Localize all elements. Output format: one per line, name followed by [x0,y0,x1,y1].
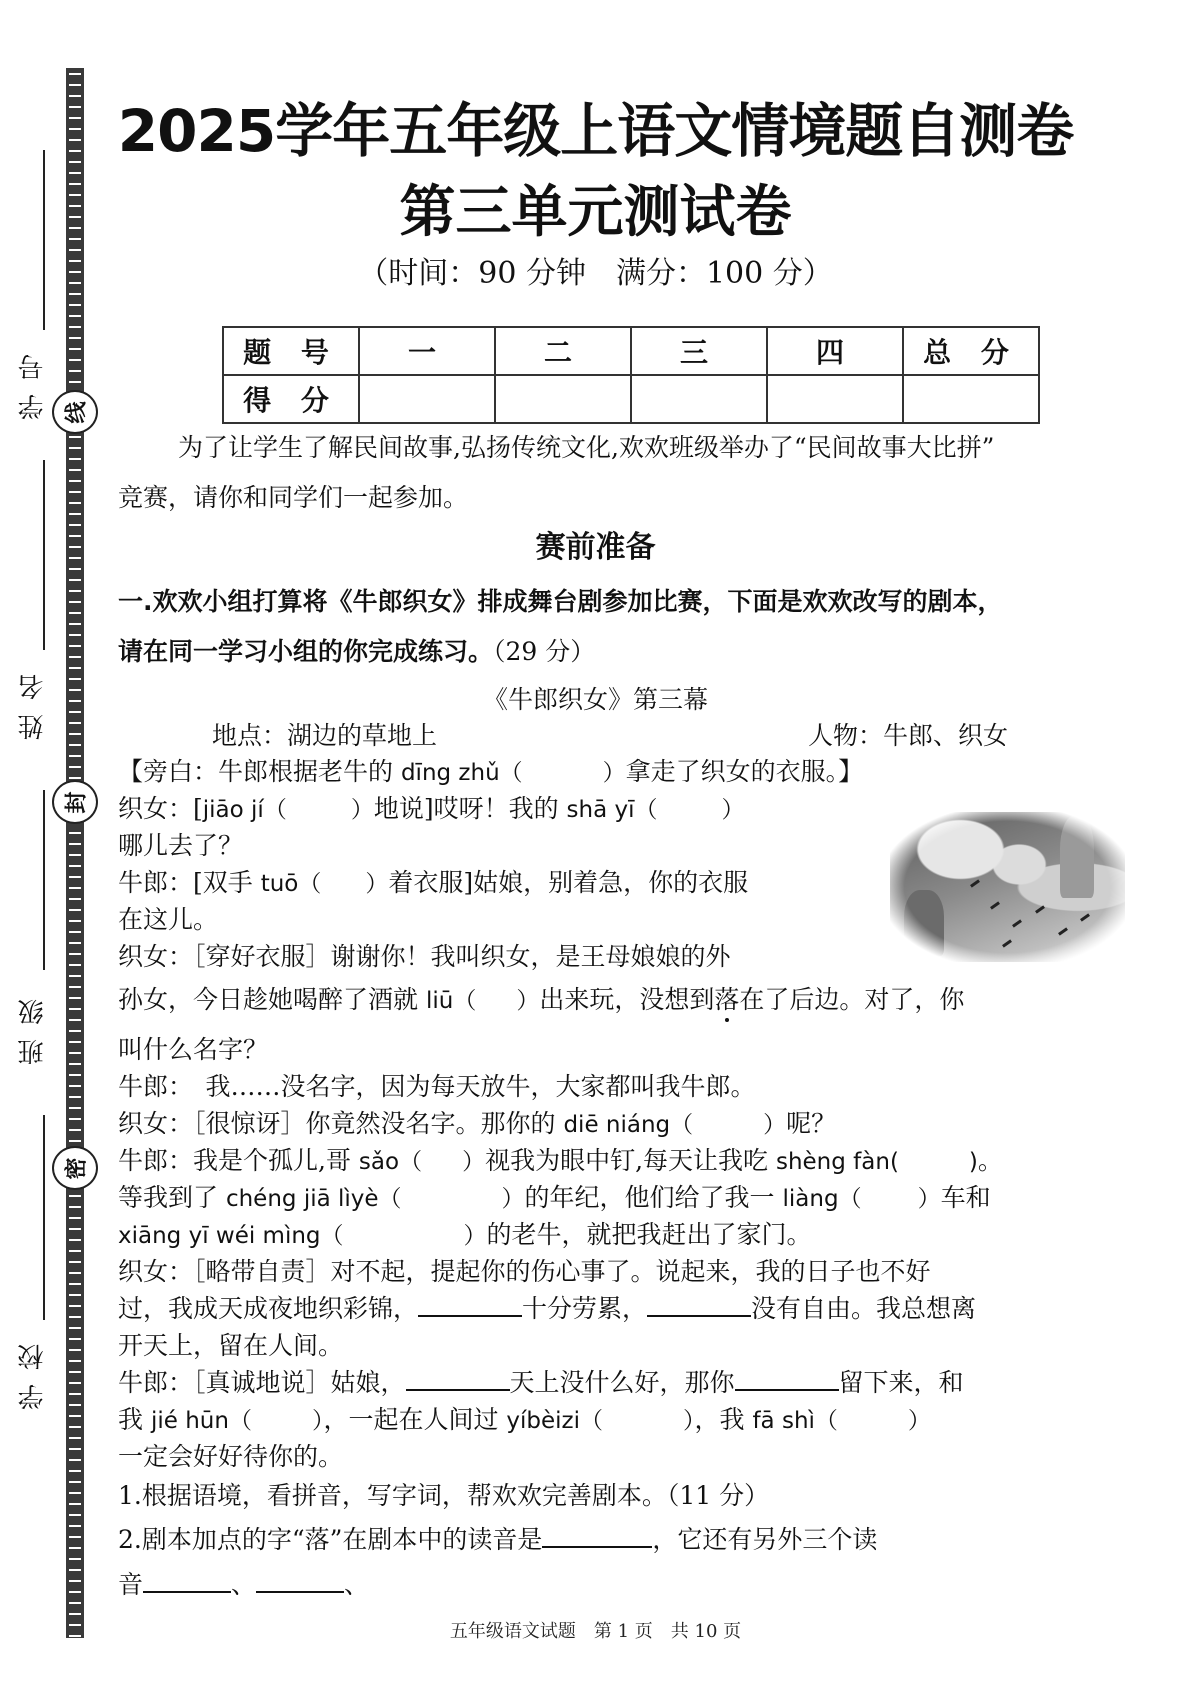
student-id-label: 学号 [18,340,48,420]
script-title: 《牛郎织女》第三幕 [482,685,708,714]
answer-jiaoji[interactable] [287,795,351,817]
exam-subtitle: 第三单元测试卷 [399,180,792,245]
answer-luo-reading[interactable] [542,1524,652,1548]
intro-line-2: 竞赛，请你和同学们一起参加。 [118,483,469,512]
script-location: 地点：湖边的草地上 [212,721,438,750]
script-line-10: 织女：［很惊讶］你竟然没名字。那你的 diē niáng（ ）呢？ [118,1109,837,1138]
subquestion-2: 2.剧本加点的字“落”在剧本中的读音是 ，它还有另外三个读 [118,1525,878,1554]
score-table [222,326,1040,424]
score-cell-2[interactable] [495,375,631,423]
answer-shengfan[interactable] [899,1147,969,1169]
weaver-figure [1060,816,1094,898]
dotted-char-luo: 落 [714,985,740,1014]
row-header-score: 得 分 [223,375,359,423]
script-line-3: 哪儿去了？ [118,831,244,860]
row-header-question-no: 题 号 [223,327,359,375]
subquestion-1: 1.根据语境，看拼音，写字词，帮欢欢完善剧本。（11 分） [118,1481,770,1510]
answer-yibeizi[interactable] [603,1406,683,1428]
answer-dieniang[interactable] [693,1110,763,1132]
col-total: 总 分 [903,327,1039,375]
script-line-8: 叫什么名字？ [118,1035,269,1064]
cowherd-weaver-illustration [890,812,1125,962]
intro-line-1: 为了让学生了解民间故事,弘扬传统文化,欢欢班级举办了“民间故事大比拼” [178,433,995,462]
time-info: （时间：90 分钟 满分：100 分） [358,256,833,291]
magpie-icon [1035,905,1045,913]
answer-dingzhu[interactable] [523,758,603,780]
score-cell-3[interactable] [631,375,767,423]
exam-title: 2025学年五年级上语文情境题自测卷 [117,97,1074,165]
script-characters: 人物：牛郎、织女 [808,721,1009,750]
school-label: 学校 [18,1330,48,1410]
magpie-icon [970,879,980,887]
score-cell-4[interactable] [767,375,903,423]
connector-blank-3[interactable] [406,1367,510,1391]
script-line-17: 牛郎：［真诚地说］姑娘， 天上没什么好，那你 留下来，和 [118,1368,964,1397]
score-cell-1[interactable] [359,375,495,423]
answer-luo-other-2[interactable] [256,1569,344,1593]
script-line-14: 织女：［略带自责］对不起，提起你的伤心事了。说起来，我的日子也不好 [118,1257,931,1286]
col-2: 二 [495,327,631,375]
answer-luo-other-1[interactable] [143,1569,231,1593]
subquestion-2-line2: 音 、 、 [118,1570,370,1599]
script-line-4: 牛郎：[双手 tuō（ ）着衣服]姑娘，别着急，你的衣服 [118,868,749,897]
school-line[interactable] [43,1115,45,1320]
pinyin-dingzhu: dīng zhǔ [400,760,500,786]
script-line-9: 牛郎： 我……没名字，因为每天放牛，大家都叫我牛郎。 [118,1072,756,1101]
script-line-narration: 【旁白：牛郎根据老牛的 dīng zhǔ（ ）拿走了织女的衣服。】 [118,757,864,786]
answer-fashi[interactable] [838,1406,908,1428]
score-cell-total[interactable] [903,375,1039,423]
seal-mark-mi: 密 [52,1146,98,1190]
answer-liu[interactable] [476,986,516,1008]
script-line-6: 织女：［穿好衣服］谢谢你！我叫织女，是王母娘娘的外 [118,942,731,971]
col-1: 一 [359,327,495,375]
magpie-icon [1012,919,1022,927]
script-line-13: xiāng yī wéi mìng（ ）的老牛，就把我赶出了家门。 [118,1220,812,1249]
question1-prompt-line1: 一.欢欢小组打算将《牛郎织女》排成舞台剧参加比赛，下面是欢欢改写的剧本， [118,587,1003,616]
col-3: 三 [631,327,767,375]
seal-mark-xian: 线 [52,390,98,434]
script-line-16: 开天上，留在人间。 [118,1331,344,1360]
question1-prompt-text: 请在同一学习小组的你完成练习。 [118,637,494,666]
score-table-header-row [223,327,1039,375]
script-line-5: 在这儿。 [118,905,219,934]
question1-points: （29 分） [493,637,596,666]
script-line-7: 孙女，今日趁她喝醉了酒就 liū（ ）出来玩，没想到落在了后边。对了，你 [118,985,965,1014]
class-line[interactable] [43,790,45,970]
connector-blank-2[interactable] [647,1293,751,1317]
answer-tuo[interactable] [321,869,365,891]
connector-blank-4[interactable] [735,1367,839,1391]
script-line-19: 一定会好好待你的。 [118,1442,344,1471]
script-line-11: 牛郎：我是个孤儿,哥 sǎo（ ）视我为眼中钉,每天让我吃 shèng fàn( )。 [118,1146,1003,1175]
question1-prompt-line2 [118,632,595,668]
col-4: 四 [767,327,903,375]
magpie-icon [990,901,1000,909]
script-line-18: 我 jié hūn（ ），一起在人间过 yíbèizi（ ），我 fā shì（ ） [118,1405,931,1434]
section-title: 赛前准备 [535,530,656,565]
magpie-icon [1080,913,1090,921]
name-label: 姓名 [18,660,48,740]
answer-sao[interactable] [422,1147,462,1169]
magpie-icon [1058,927,1068,935]
answer-shayi[interactable] [657,795,721,817]
score-table-score-row [223,375,1039,423]
script-line-2: 织女：[jiāo jí（ ）地说]哎呀！我的 shā yī（ ） [118,794,745,823]
magpie-icon [1002,939,1012,947]
script-line-15: 过，我成天成夜地织彩锦， 十分劳累， 没有自由。我总想离 [118,1294,977,1323]
class-label: 班级 [18,985,48,1065]
answer-xiangyiweiming[interactable] [344,1221,464,1243]
answer-jiehun[interactable] [252,1406,312,1428]
answer-chengjialiye[interactable] [402,1184,502,1206]
cowherd-figure [904,890,944,956]
seal-mark-feng: 封 [52,780,98,824]
page-footer: 五年级语文试题 第 1 页 共 10 页 [449,1621,742,1642]
script-line-12: 等我到了 chéng jiā lìyè（ ）的年纪，他们给了我一 liàng（ ）车和 [118,1183,991,1212]
answer-liang[interactable] [862,1184,918,1206]
binding-strip [66,68,84,1638]
connector-blank-1[interactable] [418,1293,522,1317]
